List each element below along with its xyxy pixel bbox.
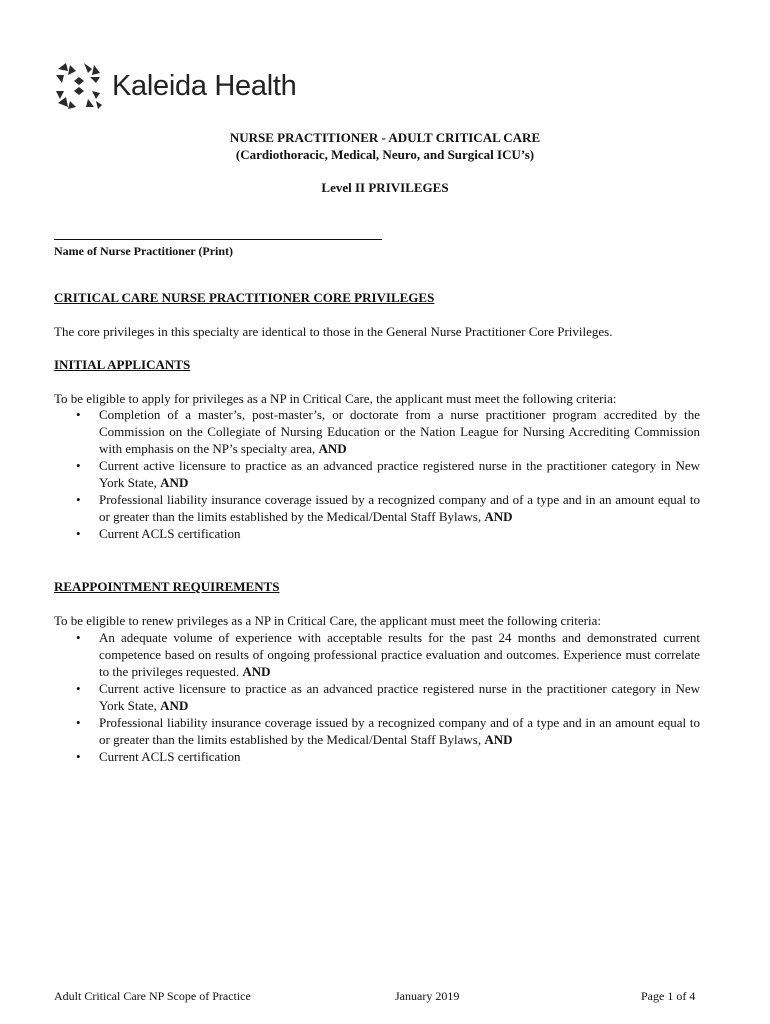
initial-criteria-list bbox=[54, 406, 700, 542]
privilege-level: Level II PRIVILEGES bbox=[321, 180, 449, 195]
footer-page-number: Page 1 of 4 bbox=[641, 989, 696, 1003]
kaleida-diamond-logo-icon bbox=[54, 61, 104, 111]
list-item: • Professional liability insurance coverage issued by a recognized company and of a type and in an amount equal to or greater than the limits established by the Medical/Dental Staff Bylaws, AND bbox=[54, 714, 700, 748]
core-privileges-text: The core privileges in this specialty are identical to those in the General Nurse Practitioner Core Privileges. bbox=[54, 324, 613, 339]
reappointment-heading: REAPPOINTMENT REQUIREMENTS bbox=[54, 579, 280, 594]
footer-document-name: Adult Critical Care NP Scope of Practice bbox=[54, 989, 251, 1003]
list-item: • Professional liability insurance coverage issued by a recognized company and of a type and in an amount equal to or greater than the limits established by the Medical/Dental Staff Bylaws, AND bbox=[54, 491, 700, 525]
list-item: • Current ACLS certification bbox=[54, 525, 700, 542]
reappointment-criteria-list bbox=[54, 629, 700, 765]
document-title: NURSE PRACTITIONER - ADULT CRITICAL CARE bbox=[229, 130, 541, 145]
footer-date: January 2019 bbox=[395, 989, 460, 1003]
document-subtitle: (Cardiothoracic, Medical, Neuro, and Surgical ICU’s) bbox=[235, 147, 535, 162]
list-item: • An adequate volume of experience with acceptable results for the past 24 months and demonstrated current competence based on results of ongoing professional practice evaluation and outcomes. Experience must correlate to the privileges requested. AND bbox=[54, 629, 700, 680]
logo-wordmark: Kaleida Health bbox=[112, 69, 297, 102]
name-field-label: Name of Nurse Practitioner (Print) bbox=[54, 244, 234, 258]
list-item: • Current active licensure to practice as an advanced practice registered nurse in the practitioner category in New York State, AND bbox=[54, 457, 700, 491]
list-item: • Current active licensure to practice as an advanced practice registered nurse in the practitioner category in New York State, AND bbox=[54, 680, 700, 714]
name-signature-line[interactable] bbox=[54, 227, 382, 240]
kaleida-health-logo bbox=[54, 62, 296, 110]
list-item: • Current ACLS certification bbox=[54, 748, 700, 765]
reappointment-intro: To be eligible to renew privileges as a NP in Critical Care, the applicant must meet the following criteria: bbox=[54, 613, 601, 628]
list-item: • Completion of a master’s, post-master’s, or doctorate from a nurse practitioner program accredited by the Commission on the Collegiate of Nursing Education or the Nation League for Nursing Accrediting Commission with emphasis on the NP’s specialty area, AND bbox=[54, 406, 700, 457]
initial-applicants-intro: To be eligible to apply for privileges as a NP in Critical Care, the applicant must meet the following criteria: bbox=[54, 391, 617, 406]
initial-applicants-heading: INITIAL APPLICANTS bbox=[54, 357, 191, 372]
core-privileges-heading: CRITICAL CARE NURSE PRACTITIONER CORE PRIVILEGES bbox=[54, 290, 435, 305]
